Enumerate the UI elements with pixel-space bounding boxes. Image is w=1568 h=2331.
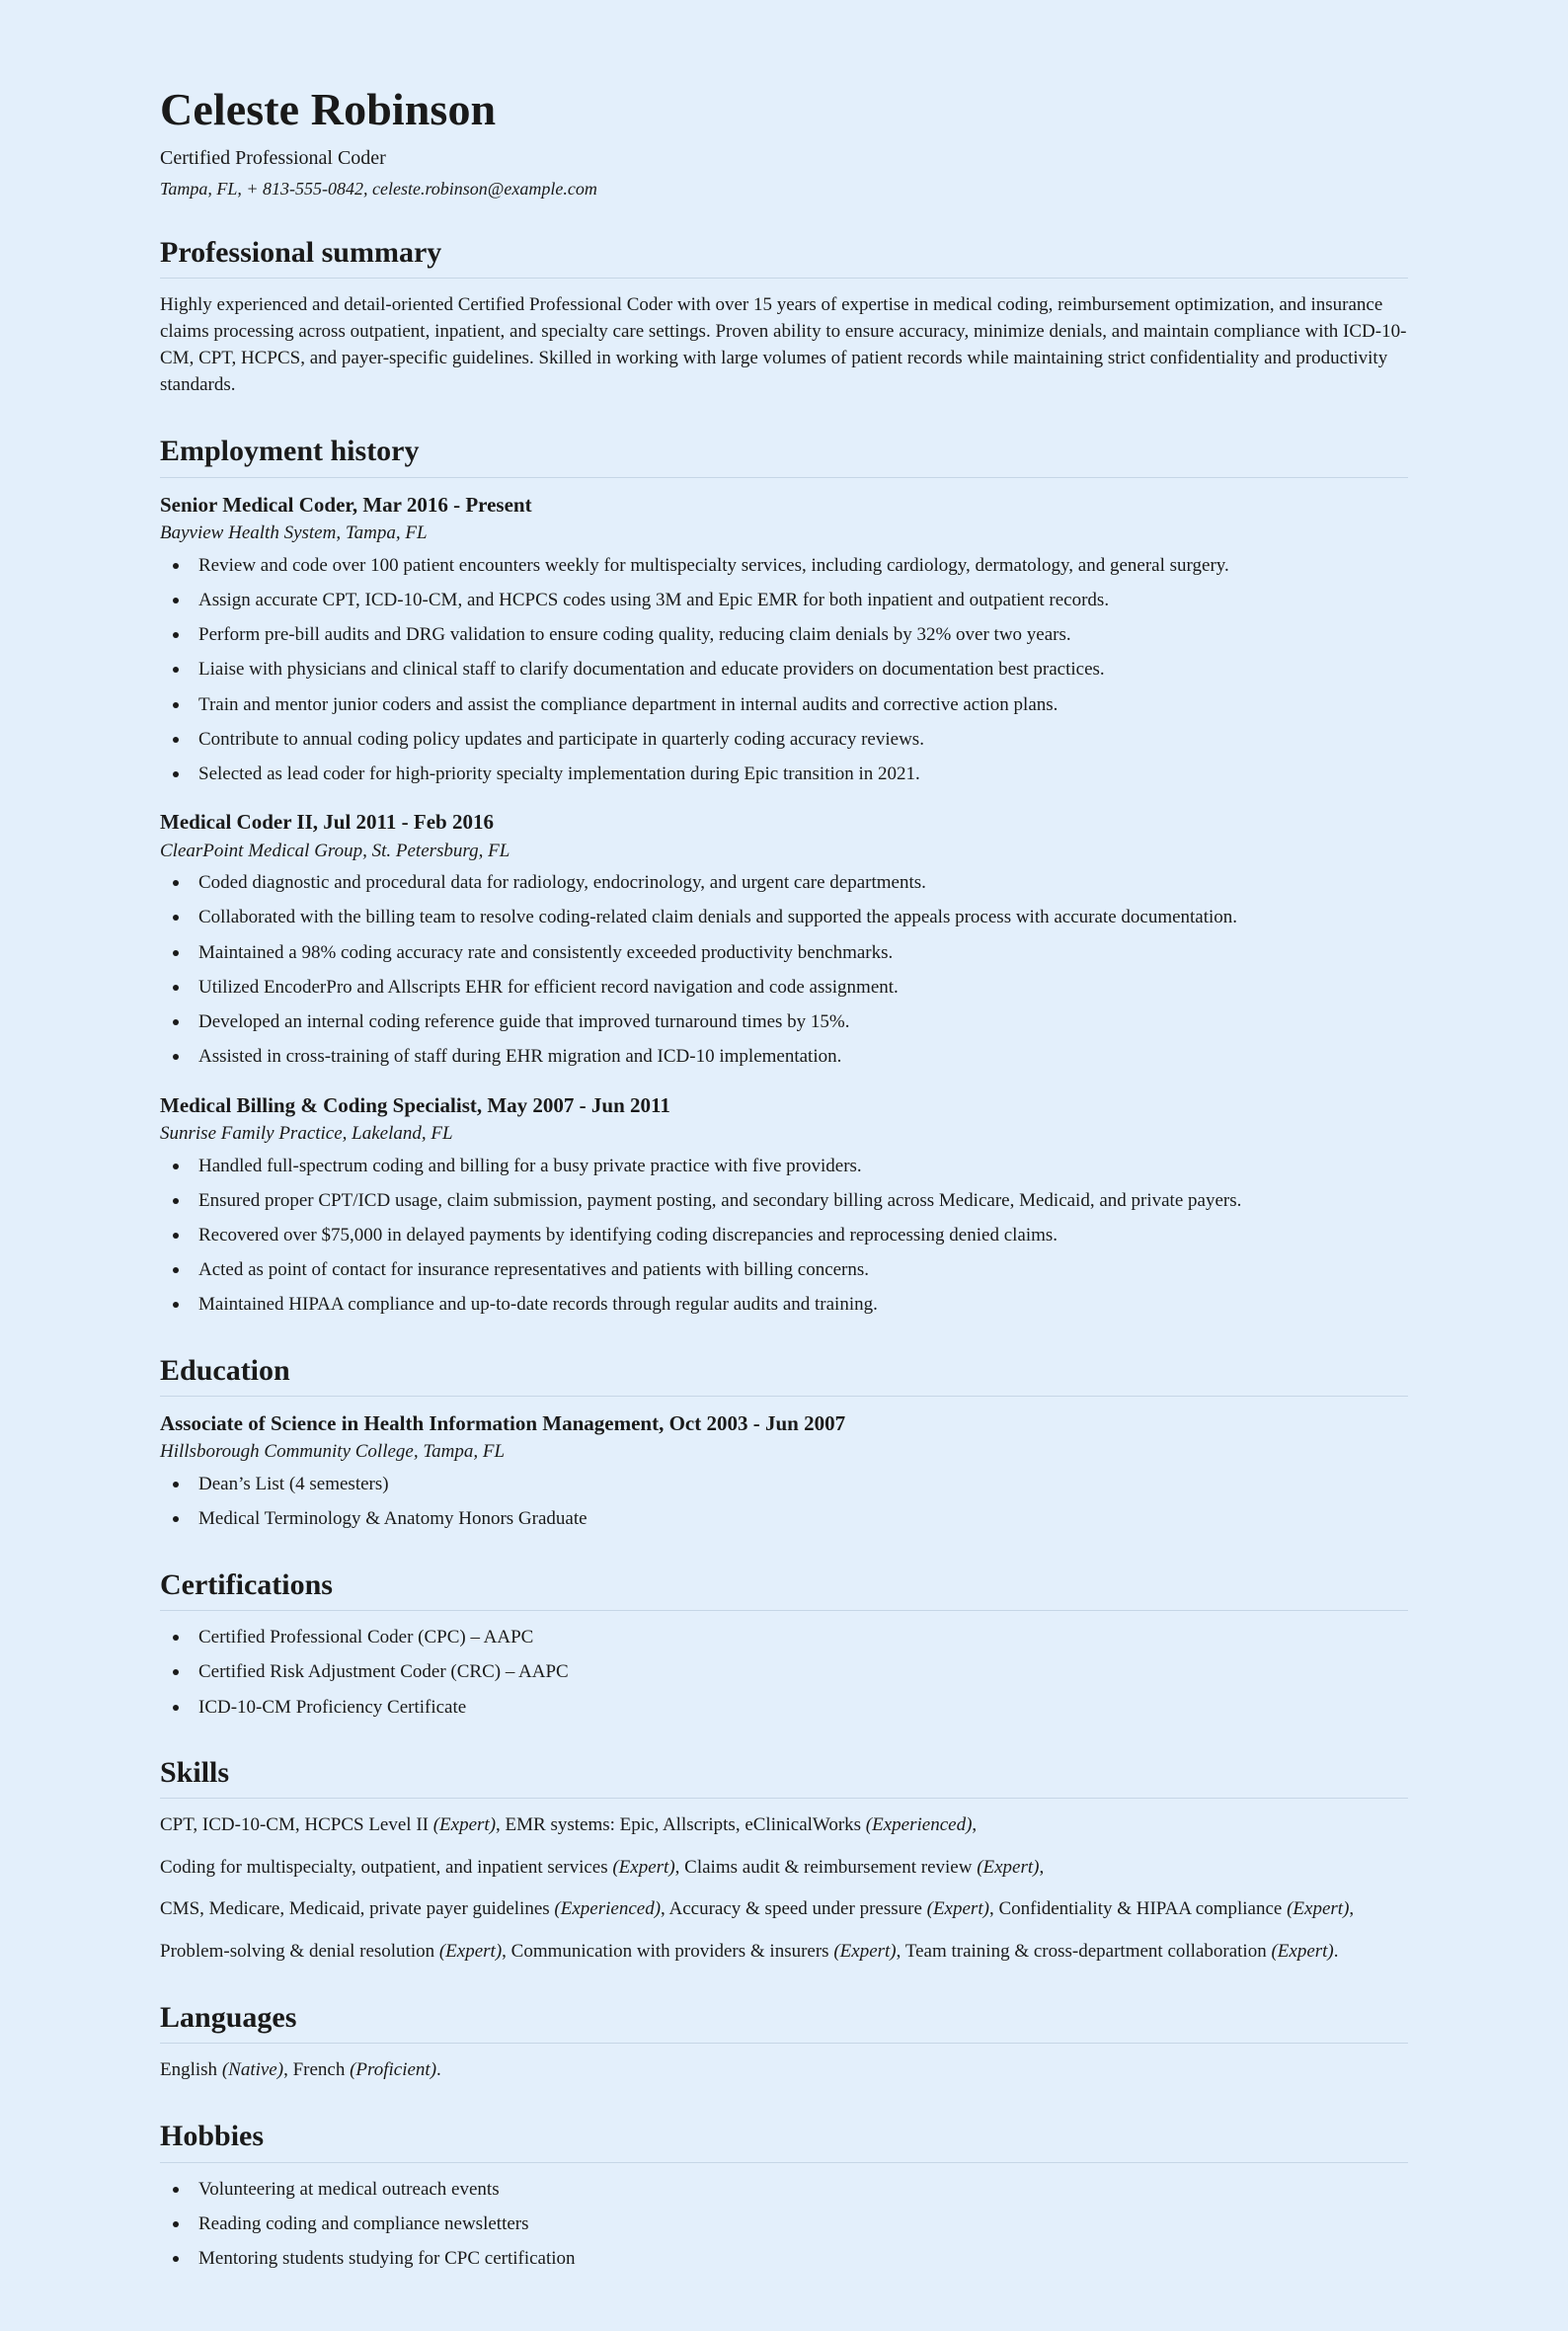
employment-entry-title: Medical Billing & Coding Specialist, May 2007 - Jun 2011 <box>160 1092 670 1117</box>
skill-line <box>160 1812 1408 1839</box>
skill-name-level: (Expert) <box>432 1814 497 1836</box>
separator: , <box>896 1941 905 1963</box>
list-item: Developed an internal coding reference guide that improved turnaround times by 15%. <box>160 1009 1408 1035</box>
skill-name: Confidentiality & HIPAA compliance <box>998 1898 1288 1920</box>
list-item: Maintained HIPAA compliance and up-to-date records through regular audits and training. <box>160 1292 1408 1318</box>
candidate-name: Celeste Robinson <box>160 84 497 134</box>
skill-name: CPT, ICD-10-CM, HCPCS Level II <box>160 1814 433 1836</box>
language-name: English <box>160 2059 222 2081</box>
language-name-level: (Proficient) <box>350 2059 437 2081</box>
list-item: Perform pre-bill audits and DRG validation to ensure coding quality, reducing claim denials by 32% over two years. <box>160 622 1408 648</box>
list-item: Acted as point of contact for insurance representatives and patients with billing concerns. <box>160 1257 1408 1283</box>
section-divider <box>160 1396 1408 1397</box>
skill-name-level: (Experienced) <box>865 1814 973 1836</box>
section-employment-history <box>160 435 1408 1318</box>
employment-entry <box>160 492 1408 788</box>
separator: , <box>283 2059 293 2081</box>
section-title: Professional summary <box>160 235 442 269</box>
skill-name: Coding for multispecialty, outpatient, and inpatient services <box>160 1856 613 1878</box>
section-title: Languages <box>160 2000 297 2034</box>
education-entry-list <box>160 1410 1408 1532</box>
skill-list <box>160 1812 1408 1965</box>
list-item: Mentoring students studying for CPC certification <box>160 2246 1408 2272</box>
skill-name: Team training & cross-department collaboration <box>904 1941 1272 1963</box>
language-list <box>160 2057 1408 2084</box>
list-item: Coded diagnostic and procedural data for radiology, endocrinology, and urgent care departments. <box>160 870 1408 896</box>
section-skills <box>160 1756 1408 1966</box>
separator: . <box>436 2059 441 2081</box>
list-item: Contribute to annual coding policy updates and participate in quarterly coding accuracy reviews. <box>160 727 1408 753</box>
section-languages <box>160 2001 1408 2084</box>
section-divider <box>160 477 1408 478</box>
section-divider <box>160 2043 1408 2044</box>
employment-entry-title: Senior Medical Coder, Mar 2016 - Present <box>160 492 532 517</box>
skill-name-level: (Expert) <box>833 1941 897 1963</box>
employment-entry-bullets <box>160 1154 1408 1319</box>
skill-name: Claims audit & reimbursement review <box>684 1856 978 1878</box>
section-title: Employment history <box>160 435 420 468</box>
skill-line <box>160 1855 1408 1882</box>
list-item: Certified Professional Coder (CPC) – AAPC <box>160 1625 1408 1650</box>
separator: , <box>988 1898 999 1920</box>
separator: , <box>502 1941 511 1963</box>
skill-name: CMS, Medicare, Medicaid, private payer guidelines <box>160 1898 555 1920</box>
section-hobbies <box>160 2120 1408 2272</box>
section-professional-summary <box>160 236 1408 399</box>
certification-list <box>160 1625 1408 1721</box>
section-title: Education <box>160 1353 290 1387</box>
employment-entry-subtitle: Bayview Health System, Tampa, FL <box>160 522 428 544</box>
list-item: Liaise with physicians and clinical staff to clarify documentation and educate providers on documentation best practices. <box>160 657 1408 683</box>
separator: , <box>661 1898 669 1920</box>
separator: , <box>496 1814 506 1836</box>
section-certifications <box>160 1568 1408 1721</box>
skill-line <box>160 1939 1408 1966</box>
list-item: Recovered over $75,000 in delayed payments by identifying coding discrepancies and reprocessing denied claims. <box>160 1223 1408 1248</box>
employment-entry-title: Medical Coder II, Jul 2011 - Feb 2016 <box>160 810 494 835</box>
skill-line <box>160 1896 1408 1923</box>
education-entry-subtitle: Hillsborough Community College, Tampa, FL <box>160 1441 506 1463</box>
hobby-list <box>160 2177 1408 2273</box>
section-title: Hobbies <box>160 2120 265 2153</box>
section-divider <box>160 2162 1408 2163</box>
list-item: ICD-10-CM Proficiency Certificate <box>160 1695 1408 1721</box>
separator: . <box>1333 1941 1339 1963</box>
separator: , <box>972 1814 978 1836</box>
list-item: Reading coding and compliance newsletters <box>160 2211 1408 2237</box>
resume-header <box>160 85 1408 201</box>
candidate-contact: Tampa, FL, + 813-555-0842, celeste.robinson@example.com <box>160 178 597 199</box>
skill-name-level: (Expert) <box>612 1856 675 1878</box>
list-item: Assign accurate CPT, ICD-10-CM, and HCPCS codes using 3M and Epic EMR for both inpatient and outpatient records. <box>160 588 1408 613</box>
list-item: Certified Risk Adjustment Coder (CRC) – AAPC <box>160 1659 1408 1685</box>
list-item: Collaborated with the billing team to resolve coding-related claim denials and supported the appeals process with accurate documentation. <box>160 905 1408 930</box>
section-title: Skills <box>160 1755 230 1789</box>
skill-name: Accuracy & speed under pressure <box>668 1898 927 1920</box>
skill-name: Communication with providers & insurers <box>510 1941 834 1963</box>
education-entry-title: Associate of Science in Health Information Management, Oct 2003 - Jun 2007 <box>160 1411 846 1436</box>
employment-entry <box>160 809 1408 1070</box>
candidate-headline: Certified Professional Coder <box>160 146 386 169</box>
list-item: Selected as lead coder for high-priority specialty implementation during Epic transition in 2021. <box>160 762 1408 787</box>
separator: , <box>1039 1856 1045 1878</box>
list-item: Train and mentor junior coders and assist the compliance department in internal audits and corrective action plans. <box>160 692 1408 718</box>
resume-sheet <box>83 85 1485 2331</box>
skill-name: Problem-solving & denial resolution <box>160 1941 439 1963</box>
skill-name-level: (Expert) <box>926 1898 989 1920</box>
section-divider <box>160 1798 1408 1799</box>
list-item: Volunteering at medical outreach events <box>160 2177 1408 2203</box>
section-title: Certifications <box>160 1567 333 1601</box>
employment-entry-subtitle: Sunrise Family Practice, Lakeland, FL <box>160 1122 453 1144</box>
skill-name-level: (Expert) <box>1287 1898 1350 1920</box>
summary-text: Highly experienced and detail-oriented Certified Professional Coder with over 15 years of expertise in medical coding, reimbursement optimization, and insurance claims processing across outpatient, inpatient, and specialty care settings. Proven ability to ensure accuracy, minimize denials, and maintain compliance with ICD-10-CM, CPT, HCPCS, and payer-specific guidelines. Skilled in working with large volumes of patient records while maintaining strict confidentiality and productivity standards. <box>160 294 1407 396</box>
section-divider <box>160 278 1408 279</box>
language-name: French <box>292 2059 351 2081</box>
language-name-level: (Native) <box>221 2059 284 2081</box>
employment-entry <box>160 1092 1408 1319</box>
skill-name-level: (Expert) <box>438 1941 503 1963</box>
skill-name-level: (Expert) <box>1271 1941 1334 1963</box>
section-divider <box>160 1610 1408 1611</box>
list-item: Maintained a 98% coding accuracy rate and consistently exceeded productivity benchmarks. <box>160 940 1408 966</box>
section-education <box>160 1354 1408 1533</box>
skill-name-level: (Experienced) <box>554 1898 662 1920</box>
list-item: Assisted in cross-training of staff during EHR migration and ICD-10 implementation. <box>160 1044 1408 1070</box>
list-item: Review and code over 100 patient encounters weekly for multispecialty services, including cardiology, dermatology, and general surgery. <box>160 553 1408 579</box>
education-entry-bullets <box>160 1472 1408 1532</box>
list-item: Handled full-spectrum coding and billing for a busy private practice with five providers. <box>160 1154 1408 1179</box>
education-entry <box>160 1410 1408 1532</box>
list-item: Ensured proper CPT/ICD usage, claim submission, payment posting, and secondary billing across Medicare, Medicaid, and private payers. <box>160 1188 1408 1214</box>
employment-entry-list <box>160 492 1408 1319</box>
skill-name-level: (Expert) <box>977 1856 1040 1878</box>
skill-name: EMR systems: Epic, Allscripts, eClinicalWorks <box>505 1814 866 1836</box>
employment-entry-bullets <box>160 553 1408 788</box>
employment-entry-subtitle: ClearPoint Medical Group, St. Petersburg, FL <box>160 840 510 861</box>
employment-entry-bullets <box>160 870 1408 1070</box>
list-item: Medical Terminology & Anatomy Honors Graduate <box>160 1506 1408 1532</box>
list-item: Dean’s List (4 semesters) <box>160 1472 1408 1497</box>
separator: , <box>674 1856 685 1878</box>
list-item: Utilized EncoderPro and Allscripts EHR for efficient record navigation and code assignment. <box>160 975 1408 1001</box>
separator: , <box>1349 1898 1355 1920</box>
